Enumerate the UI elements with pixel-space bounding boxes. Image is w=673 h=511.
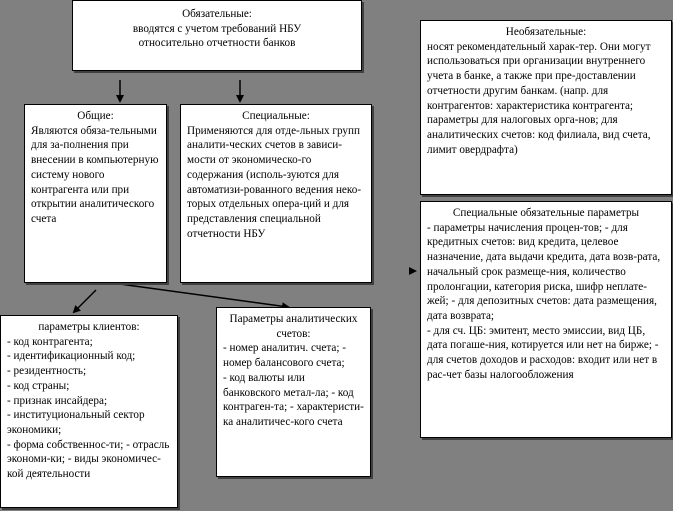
mandatory-box (72, 0, 362, 71)
client-param-item: - резидентность; (7, 365, 87, 378)
account-params-title: Параметры аналитических счетов: (229, 313, 358, 340)
optional-title: Необязательные: (505, 26, 587, 38)
general-title: Общие: (77, 110, 114, 122)
general-box (24, 104, 167, 283)
optional-box (420, 20, 672, 195)
general-body: Являются обяза-тельными для за-полнения при внесении в компьютерную систему нового контрагента или при открытии аналитического счета (31, 124, 159, 225)
optional-body: носят рекомендательный харак-тер. Они могут использоваться при организации внутреннего учета в банке, а также при пре-доставлении отчетности другим банкам. (напр. для контрагентов: характеристика контрагента; параметры для налоговых орга-нов; для аналитических счетов: код филиала, вид счета, лимит овердрафта) (427, 40, 651, 156)
client-param-item: - код страны; (7, 379, 70, 392)
client-param-item: - институциональный сектор экономики; (7, 409, 145, 436)
special-mandatory-params-box (420, 201, 672, 438)
account-params-body-2: - код валюты или банковского метал-ла; - код контраген-та; - характеристи-ка аналитичес-кого счета (223, 371, 364, 428)
client-params-box (0, 315, 178, 508)
client-params-title: параметры клиентов: (38, 321, 140, 333)
special-mandatory-params-body-2: - для сч. ЦБ: эмитент, место эмиссии, вид ЦБ, дата погаше-ния, котируется или нет на бирже; - для счетов доходов и расходов: входит или нет в рас-чет базы налогообложения (427, 324, 659, 381)
special-mandatory-params-body: - параметры начисления процен-тов; - для кредитных счетов: вид кредита, целевое назначение, дата выдачи кредита, дата возв-рата, начальный срок размеще-ния, количество пролонгации, категория риска, шифр неплате-жей; - для депозитных счетов: дата размещения, дата возврата; (427, 221, 661, 322)
client-param-item: - идентификационный код; (7, 350, 136, 363)
client-param-item: - код контрагента; (7, 335, 93, 348)
arrow-to-special-mandatory (409, 267, 417, 275)
special-body: Применяются для отде-льных групп аналити-ческих счетов в зависи-мости от экономическо-го содержания (исполь-зуются для автоматизи-рованного ведения неко-торых отдельных опера-ций и для представления специальной отчетности НБУ (187, 124, 362, 240)
mandatory-line-1: вводятся с учетом требований НБУ (132, 22, 302, 35)
client-param-item: - признак инсайдера; (7, 394, 108, 407)
special-mandatory-params-title: Специальные обязательные параметры (452, 207, 640, 219)
client-param-item: - форма собственнос-ти; - отрасль экономи-ки; - виды экономичес-кой деятельности (7, 438, 170, 481)
account-params-box (216, 307, 371, 477)
account-params-body: - номер аналитич. счета; - номер балансового счета; (223, 342, 346, 370)
special-title: Специальные: (242, 110, 310, 122)
arrow-to-client-params (74, 290, 96, 312)
mandatory-title: Обязательные: (182, 8, 252, 20)
arrow-to-account-params (120, 284, 288, 307)
mandatory-line-2: относительно отчетности банков (138, 37, 296, 50)
special-box (180, 104, 372, 283)
